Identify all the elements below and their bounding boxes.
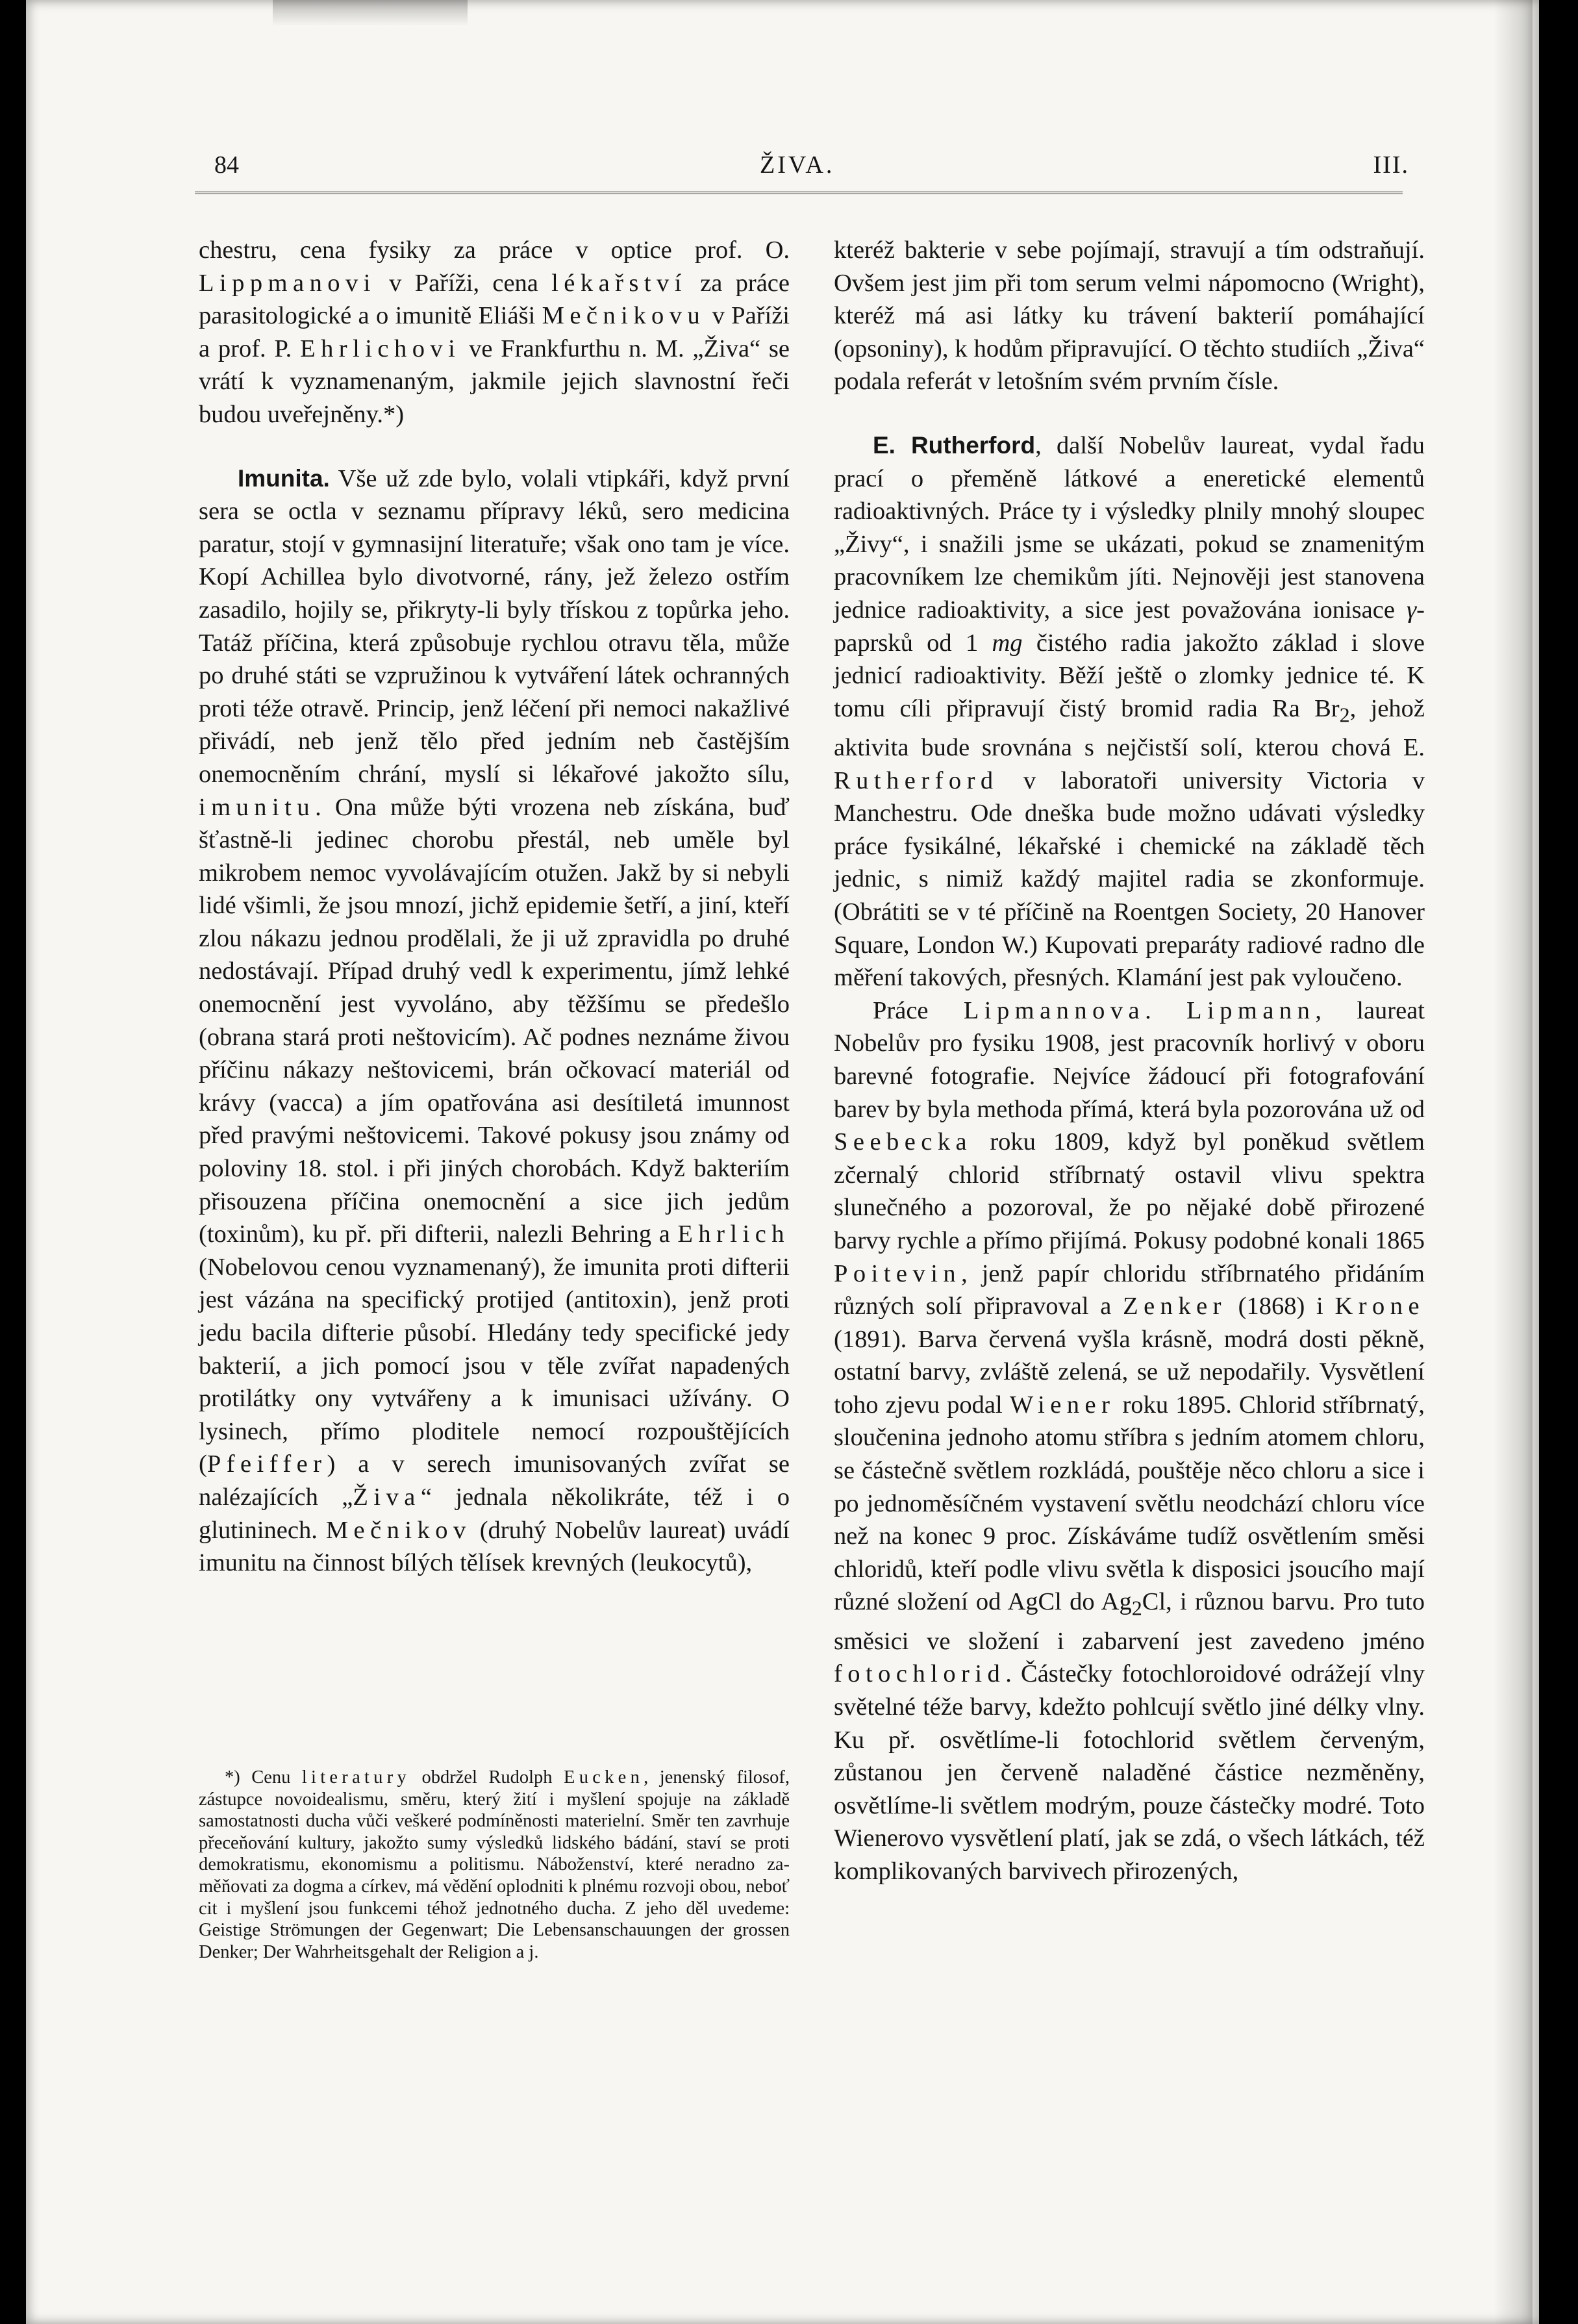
paragraph-rutherford: E. Rutherford, další Nobelův laureat, vydal řadu prací o přeměně látkové a eneretické elementů radioaktivných. Práce ty i výsledky plnily mnohý sloupec „Živy“, i snažili jsme se ukázati, pokud se znamenitým pracovníkem lze chemikům jíti. Nejnověji jest stanovena jednice radioaktivity, a sice jest považována ionisace γ-paprsků od 1 mg čistého radia jakožto základ i slove jednicí radioaktivity. Běží ještě o zlomky jednice té. K tomu cíli připravují čistý bromid radia Ra $Br_2$, jehož aktivita bude srovnána s nejčistší solí, kterou chová E. Rutherford v laboratoři university Victoria v Manchestru. Ode dneška bude možno udávati výsledky práce fysikálné, lékařské i chemické na základě těch jednic, s nimiž každý majitel radia se zkonformuje. (Obrátiti se v té příčině na Roentgen Society, 20 Hanover Square, London W.) Kupovati preparáty radiové radno dle měření takových, přesných. Klamání jest pak vyloučeno. <box>834 431 1425 992</box>
volume-number: III. <box>1373 151 1409 179</box>
page-header <box>188 151 1409 190</box>
right-column <box>834 234 1425 1888</box>
paragraph-lipmann: Práce Lipmannova. Lipmann, laureat Nobelův pro fysiku 1908, jest pracovník horlivý v oboru barevné fotografie. Nejvíce žádoucí při fotografování barev by byla methoda přímá, která byla pozorována už od Seebecka roku 1809, když byl poněkud světlem zčernalý chlorid stříbrnatý ostavil vlivu spektra slunečného a pozoroval, že po nějaké době přirozené barvy rychle a přímo přijímá. Pokusy podobné konali 1865 Poitevin, jenž papír chloridu stříbrnatého přidáním různých solí připravoval a Zenker (1868) i Krone (1891). Barva červená vyšla krásně, modrá dosti pěkně, ostatní barvy, zvláště zelená, se už nepodařily. Vysvětlení toho zjevu podal Wiener roku 1895. Chlorid stříbrnatý, sloučenina jednoho atomu stříbra s jedním atomem chloru, se částečně světlem rozkládá, pouštěje něco chloru a sice i po jednoměsíčném vystavení světlu neodchází chloru více než na konec 9 proc. Získáváme tudíž osvětlením směsi chloridů, kteří podle vlivu světla k disposici jsoucího mají různé složení od AgCl do $Ag_2Cl$, i různou barvu. Pro tuto směsici ve složení i zabarvení jest zavedeno jméno fotochlorid. Částečky fotochloroidové odrážejí vlny světelné téže barvy, kdežto pohlcují světlo jiné délky vlny. Ku př. osvětlíme-li fotochlorid světlem červeným, zůstanou jen červeně naladěné částice nezměněny, osvětlíme-li světlem modrým, pouze částečky modré. Toto Wienerovo vysvětlení platí, jak se zdá, o všech látkách, též komplikovaných barvivech přirozených, <box>834 996 1425 1885</box>
paragraph-imunita: Imunita. Vše už zde bylo, volali vtipkáři, když první sera se octla v seznamu přípravy léků, sero medicina paratur, stojí v gymnasijní literatuře; však ono tam je více. Kopí Achillea bylo divotvorné, rány, jež železo ostřím zasadilo, hojily se, přikryty-li byly třískou z topůrka jeho. Tatáž příčina, která způsobuje rychlou otravu těla, může po druhé státi se vzpružinou k vytváření látek ochranných proti téže otravě. Princip, jenž léčení při nemoci nakažlivé přivádí, neb jenž tělo před jedním neb častějším onemocněním chrání, myslí si lékařové jakožto sílu, imunitu. Ona může býti vrozena neb získána, buď šťastně-li jedinec chorobu přestál, neb uměle byl mikrobem nemoc vyvolávajícím otužen. Jakž by si nebyli lidé všimli, že jsou mnozí, jichž epidemie šetří, a jiní, kteří zlou nákazu jednou prodělali, že ji už zpravidla po druhé nedostávají. Případ druhý vedl k experimentu, jímž lehké onemocnění jest vyvoláno, aby těžšímu se předešlo (obrana stará proti neštovicím). Ač podnes neznáme živou příčinu nákazy neštovicemi, brán očkovací materiál od krávy (vacca) a jím opatřována asi desítiletá imunnost před pravými neštovicemi. Takové pokusy jsou známy od poloviny 18. stol. i při jiných chorobách. Když bakteriím přisouzena příčina onemocnění a sice jich jedům (toxinům), ku př. při difterii, nalezli Behring a Ehrlich (Nobelovou cenou vyznamenaný), že imunita proti difterii jest vázána na specifický protijed (antitoxin), jenž proti jedu bacila difterie působí. Hledány tedy specifické jedy bakterií, a jich pomocí jsou v těle zvířat napadených protilátky ony vytvářeny a k imunisaci užívány. O lysinech, přímo ploditele nemocí rozpouštějících (Pfeiffer) a v serech imunisovaných zvířat se nalézajících „Živa“ jednala několikráte, též i o glutininech. Mečnikov (druhý Nobelův laureat) uvádí imunitu na činnost bílých tělísek krevných (leukocytů), <box>199 464 790 1577</box>
section-heading-imunita: Imunita. <box>238 464 330 492</box>
journal-title: ŽIVA. <box>760 151 835 179</box>
left-column <box>199 234 790 1580</box>
section-heading-rutherford: E. Rutherford <box>873 431 1036 459</box>
paragraph-nobel-prizes-end: chestru, cena fysiky za práce v optice prof. O. Lippmanovi v Paříži, cena lékařství za práce parasitologické a o imunitě Eliáši Mečnikovu v Paříži a prof. P. Ehrlichovi ve Frankfurthu n. M. „Živa“ se vrátí k vyznamenaným, jakmile jejich slavnostní řeči budou uveřejněny.*) <box>199 236 790 428</box>
page-number: 84 <box>214 151 239 179</box>
header-rule <box>195 192 1403 194</box>
footnote-literature-prize: *) Cenu literatury obdržel Rudolph Eucken, jenenský filosof, zástupce novoidealismu, směru, který žití i myšlení spojuje na základě samostatnosti ducha vůči veškeré podmíněnosti materielní. Směr ten zavrhuje přeceňování kultury, jakožto sumy výsledků lidského bádání, staví se proti demokratismu, ekonomismu a politismu. Náboženství, které neradno zaměňovati za dogma a církev, má vědění oplodniti k plnému rozvoji obou, neboť cit i myšlení jsou funkcemi téhož jednotného ducha. Z jeho děl uvedeme: Geistige Strömungen der Gegenwart; Die Lebensanschauungen der grossen Denker; Der Wahrheitsgehalt der Religion a j. <box>199 1767 790 1962</box>
paragraph-leukocytes-end: kteréž bakterie v sebe pojímají, stravují a tím odstraňují. Ovšem jest jim při tom serum velmi nápomocno (Wright), kteréž má asi látky ku trávení bakterií pomáhající (opsoniny), k hodům připravující. O těchto studiích „Živa“ podala referát v letošním svém prvním čísle. <box>834 236 1425 396</box>
